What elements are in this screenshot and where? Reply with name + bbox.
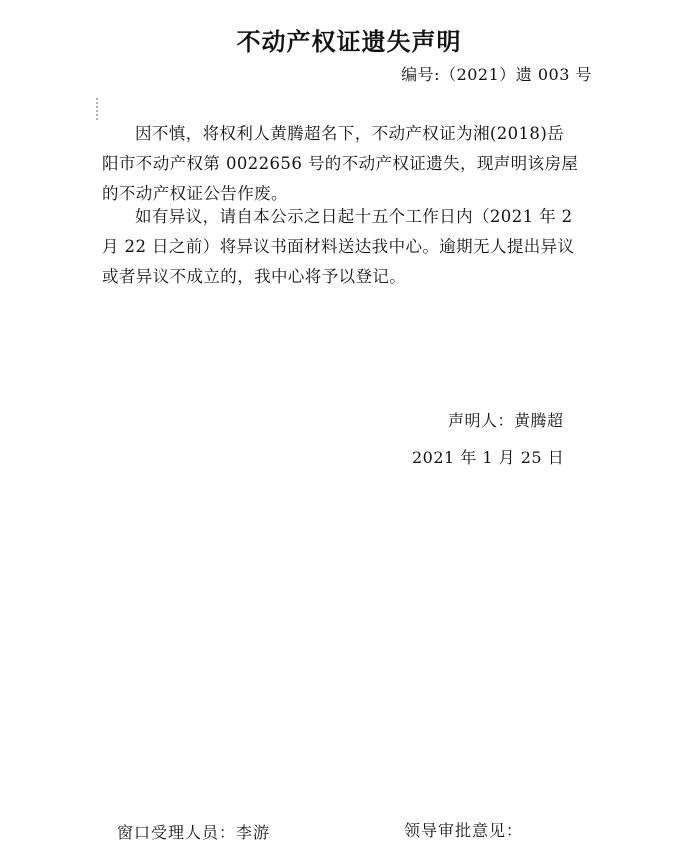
paragraph-objection-notice: 如有异议，请自本公示之日起十五个工作日内（2021 年 2 月 22 日之前）将异议书面材料送达我中心。逾期无人提出异议或者异议不成立的，我中心将予以登记。 xyxy=(102,207,575,286)
binder-mark xyxy=(96,98,100,120)
document-title: 不动产权证遗失声明 xyxy=(236,28,462,56)
paragraph-loss-statement: 因不慎，将权利人黄腾超名下，不动产权证为湘(2018)岳阳市不动产权第 0022656 号的不动产权证遗失，现声明该房屋的不动产权证公告作废。 xyxy=(102,124,579,203)
document-number: 编号:（2021）遗 003 号 xyxy=(401,65,592,84)
leader-opinion-field: 领导审批意见： xyxy=(404,821,524,840)
declaration-date: 2021 年 1 月 25 日 xyxy=(412,448,565,467)
declarant-signature: 声明人：黄腾超 xyxy=(448,411,564,430)
window-staff-field: 窗口受理人员：李游 xyxy=(117,823,271,842)
